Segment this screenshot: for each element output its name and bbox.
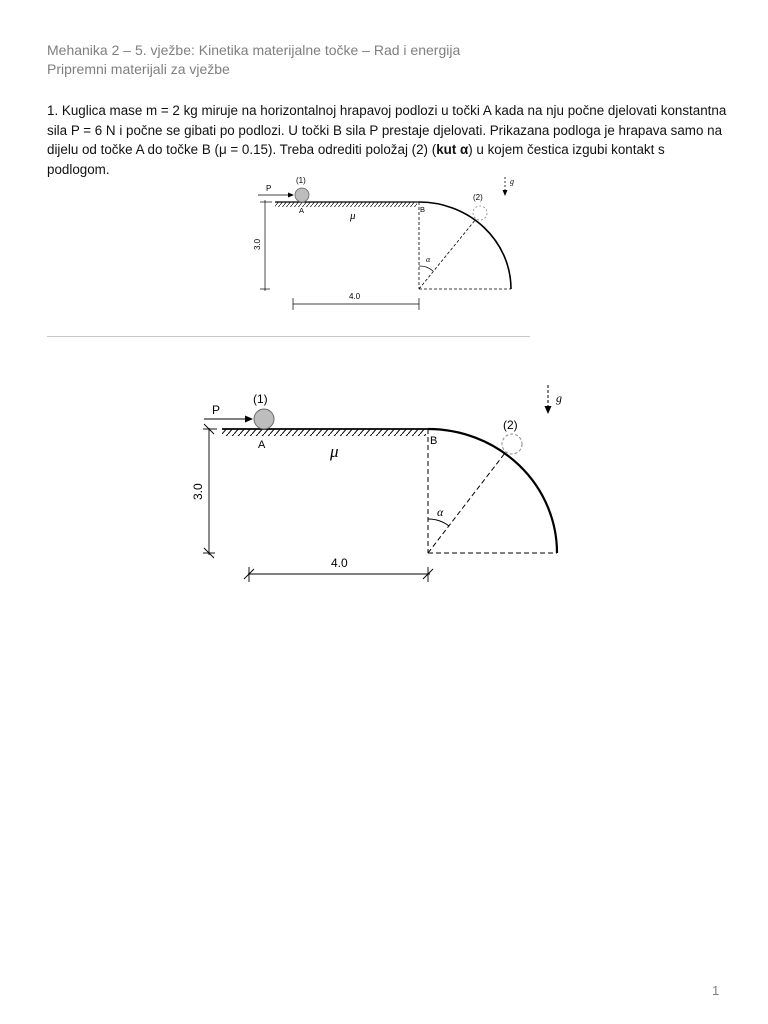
large-gravity-arrow <box>545 385 552 414</box>
document-title: Mehanika 2 – 5. vježbe: Kinetika materijalne točke – Rad i energija <box>47 42 461 58</box>
large-label-height: 3.0 <box>191 483 205 500</box>
small-label-a: A <box>299 206 305 215</box>
large-label-position2: (2) <box>503 418 518 432</box>
large-label-position1: (1) <box>253 392 268 406</box>
large-label-angle: α <box>437 505 444 519</box>
small-label-friction: μ <box>350 210 356 222</box>
small-label-position2: (2) <box>473 193 483 202</box>
large-label-length: 4.0 <box>331 556 348 570</box>
problem-number: 1. <box>47 103 59 118</box>
page-number: 1 <box>712 983 720 998</box>
problem-text-part1: Kuglica mase m = 2 kg miruje na horizontalnoj hrapavoj podlozi u točki A kada na nju počne djelovati konstantna sila P = 6 N i počne se gibati po podlozi. U točki B sila P prestaje djelovati. Prikazana podloga je hrapava samo na dijelu od točke A do točke B (μ = 0.15). Treba odrediti položaj (2) ( <box>47 103 727 157</box>
large-label-a: A <box>258 439 266 451</box>
large-height-dimension <box>203 424 217 558</box>
problem-text-bold: kut α <box>436 142 469 157</box>
small-label-angle: α <box>426 255 431 264</box>
small-label-b: B <box>420 205 426 214</box>
small-label-force: P <box>266 184 272 193</box>
small-label-height: 3.0 <box>253 238 262 250</box>
large-label-b: B <box>430 435 438 447</box>
small-label-gravity: g <box>510 177 514 186</box>
small-label-position1: (1) <box>296 176 306 185</box>
large-label-force: P <box>212 403 221 417</box>
document-subtitle: Pripremni materijali za vježbe <box>47 61 230 77</box>
small-label-length: 4.0 <box>349 292 361 301</box>
problem-text-part2: ) u kojem čestica izgubi kontakt s podlogom. <box>47 142 665 177</box>
large-ground <box>222 429 557 553</box>
large-construction-lines <box>428 429 557 553</box>
large-label-friction: μ <box>330 442 339 461</box>
large-ball-position1 <box>254 409 274 429</box>
large-ball-position2 <box>502 434 522 454</box>
large-label-gravity: g <box>556 391 562 405</box>
